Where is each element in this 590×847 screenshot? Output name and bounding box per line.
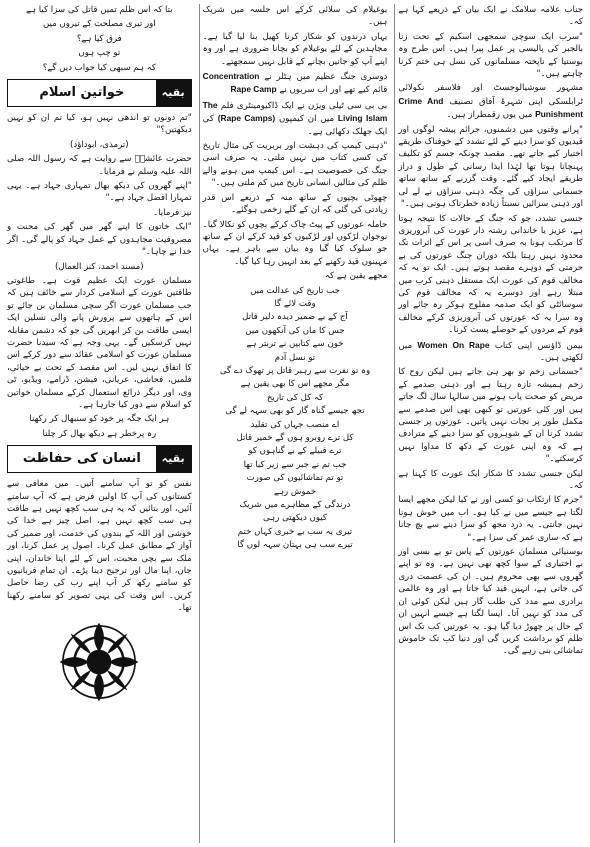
column-right [394, 4, 586, 843]
paragraph: مشہور سوشیالوجسٹ اور فلاسفر نکولائی ٹرابلسکی اپنی شہرۂ آفاق تصنیف Crime And Punishment میں یوں رقمطراز ہیں۔ [398, 83, 583, 121]
verse-line: بتا کہ اس ظلم تمیں قاتل کی سزا کیا ہے [25, 5, 173, 15]
poem-line: جس کا ماں کی آنکھوں میں [245, 325, 345, 336]
paragraph: لیکن جنسی تشدد کا شکار ایک عورت کا کہنا ہے کہ۔ [398, 468, 583, 492]
poem-line: درندگی کے مظاہرے میں شریک [239, 500, 351, 511]
poem-line: آج کے بے ضمیر دیدہ دلیر قاتل [242, 312, 348, 323]
english-term: The [202, 99, 218, 110]
poem-line: ترے قبیلے کے بے گناہوں کو [248, 446, 342, 457]
verse-line: رہ پرخطر ہے دیکھ بھال کر چلنا [42, 428, 157, 439]
paragraph: مسلمان عورت ایک عظیم قوت ہے۔ طاغوتی طاقتیں عورت کے اسلامی کردار سے خائف ہیں کہ جب مسلمان عورت اگر سچی مسلمان بن جائے تو اس کے ہاتھوں سے پرورش پانے والی نسلیں ایک ایسی طاقت بن کر ابھریں گی جو کہ دشمن مقابلہ نہیں کرسکیں گے۔ یہی وجہ ہے کہ سیدنا حضرت مسلمان عورت کو اسلامی عقائد سے دور کرکے اس کا اتفاق نہیں لیں۔ اس مقصد کے تحت بے حیائی، فلمیں، فحاشی، عریانی، فیشن، ڈرامے، ویڈیو، ٹی وی، اور دیگر ذرائع استعمال کرکے مسلمان خواتین کو اسلام سے دور کیا جارہا ہے۔ [6, 275, 192, 410]
verse-line: ہر ایک جگہ پر خود کو سنبھال کر رکھنا [29, 414, 170, 425]
poem-line: تو تم تماشائیوں کی صورت [246, 473, 344, 484]
paragraph: جناب علامہ سلامک نے ایک بیان کے ذریعے کہا ہے کہ۔ [398, 5, 583, 28]
baqiya-tag: بقیہ [156, 80, 191, 106]
english-term: Living Islam [337, 113, 388, 124]
paragraph: "ایک خاتون کا اپنے گھر میں گھر کی محنت و مصروفیت مجاہدوں کے عمل جہاد کو پالے گی۔ اگر خدا نے چاہا۔" [6, 222, 192, 258]
verse-line: تو چپ ہوں [78, 48, 121, 59]
poem [203, 285, 388, 552]
paragraph: بیمن ڈاؤنس اپنی کتاب Women On Rape میں لکھتی ہیں۔ [398, 339, 583, 363]
paragraph: مجھے یقین ہے کہ [324, 271, 388, 282]
verse-line: کہ ہم سبھی کیا جواب دیں گے؟ [42, 62, 156, 73]
poem-line: کیوں دیکھتی رہی [263, 513, 327, 524]
column-middle [199, 4, 391, 843]
poem-line: وہ تو نفرت سے رہبر قاتل پر تھوک دے گی [219, 365, 371, 376]
poem-line: تجھ جیسے گناہ گار کو بھی سہہ لے گی [225, 406, 365, 417]
verse-line: اور تیری مصلحت کے تیروں میں [42, 19, 156, 30]
paragraph: "تم دونوں تو اندھی نہیں ہو، کیا تم ان کو نہیں دیکھتیں؟" [6, 113, 192, 136]
column-left [4, 4, 195, 843]
paragraph: "اپنے گھروں کی دیکھ بھال تمہاری جہاد ہے۔ یہی تمہارا افضل جہاد ہے۔" [6, 181, 192, 204]
poem-line: تیری یہ سب بے خبری کہاں ختم [237, 526, 353, 537]
verse-line: فرق کیا ہے؟ [76, 33, 122, 44]
paragraph: حضرت عائشہؓ سے روایت ہے کہ رسول اللہ صلی اللہ علیہ وسلم نے فرمایا۔ [6, 154, 192, 177]
paragraph: بوسنیائی مسلمان عورتوں کے پاس تو بے بسی اور بے اختیاری کے سوا کچھ بھی نہیں ہے۔ وہ تو اپنے گھروں سے بھی محروم ہیں۔ ان کی عصمت دری کی جاتی ہے، انہیں قید کیا جاتا ہے اور وہ عالمی برادری سے مدد کی طلب گار ہیں لیکن کوئی ان کی مدد کو نہیں آتا۔ ایسا لگتا ہے جیسے انہیں ان کے حال پر چھوڑ دیا گیا ہو۔ یہ عورتیں کب تک اس ظلم کو برداشت کریں گی اور دنیا کب تک خاموش تماشائی بنی رہے گی۔ [398, 547, 583, 657]
poem-line: کہ کل کی تاریخ [266, 392, 324, 403]
section-header-insaan [7, 445, 192, 473]
section-title: خواتین اسلام [39, 84, 125, 100]
english-term: Concentration [202, 71, 260, 82]
poem-line: وقت لائے گا [274, 298, 316, 309]
english-title: Women On Rape [417, 339, 490, 350]
paragraph: یہاں درندوں کو شکار کرنا کھیل بنا لیا گیا ہے۔ مجاہدین کے لئے یوغیلام کو بچانا ضروری ہے اور وہ اپنے آپ کو جانیں بچانے کے قابل نہیں سمجھتے۔ [202, 31, 388, 67]
paragraph: دوسری جنگ عظیم میں ہٹلر نے Concentration قائم کیے تھے اور اب سربوں نے Rape Camp [202, 71, 388, 96]
paragraph: "سرب ایک سوچی سمجھی اسکیم کے تحت زنا بالجبر کی پالیسی پر عمل پیرا ہیں۔ اس طرح وہ بوسنیا کے ناپختہ مسلمانوں کی نسل ہی ختم کرنا چاہتے ہیں۔" [398, 31, 583, 80]
paragraph: چھوٹی بچیوں کے ساتھ منہ کے ذریعے اس قدر زیادتی کی گئی کہ ان کے گلے زخمی ہوگئے۔ [202, 192, 388, 216]
paragraph: "پرانے وقتوں میں دشمنوں، جرائم پیشہ لوگوں اور قیدیوں کو سزا دینے کے لئے تشدد کے خوفناک طریقے اختیار کیے جاتے تھے۔ مقصد چونکہ جسم کو تکلیف پہنچانا ہوتا تھا لہٰذا ایذا رسانی کے طول و دراز طریقے ایجاد کیے گئے۔ وقت گزرنے کے ساتھ ساتھ جسمانی سزاؤں کی جگہ ذہنی سزاؤں نے لے لی اور ذہنی سزائیں نسبتاً زیادہ خطرناک ہوتی ہیں۔" [398, 124, 583, 210]
section-title: انسان کی حفاظت [22, 450, 141, 466]
paragraph: نیز فرمایا۔ [153, 207, 192, 218]
paragraph: بی بی سی ٹیلی ویژن نے ایک ڈاکیومینٹری فلم The Living Islam میں ان کیمپوں (Rape Camps) کی ایک جھلک دکھائی ہے۔ [202, 99, 388, 137]
poem-line: تو نسل آدم [274, 352, 316, 363]
paragraph: نفس کو تو آپ سامنے آتیں۔ میں معافی سے کستانوں کی آپ کا اولین فرض ہے کہ آپ سامنے آئیں، اور بتائیں کہ یہ ہی سب کچھ نہیں ہے طاقت ہی سب کچھ نہیں ہے، اصل چیز ہے خدا کی خوشی اور اللہ کے بندوں کی خدمت، اور ضمیر کی آواز کے مطابق عمل کرنا۔ اصول پر عمل کرنا، اور ملک سے بچی محبت، اس کے لئے اپنا خاندان، اپنی جان، اپنا مال اور ترجیح دینا پڑے۔ ان تمام قربانیوں کو سامنے رکھ کر آپ اپنے رب کی رضا حاصل کریں۔ اس وقت کی یہی تصویر کو سامنے رکھنا تھا۔ [6, 479, 192, 614]
poem-line: مگر مجھے اس کا بھی یقین ہے [240, 379, 350, 390]
poem-line: جب تم نے جبر سے زیر کیا تھا [243, 459, 347, 470]
poem-line: اے منصب جہاں کی تقلید [250, 419, 340, 430]
english-term: (Rape Camps) [217, 113, 276, 124]
poem-line: تیرے سب ہی بہتان سہہ لوں گا [237, 540, 353, 551]
decorative-floral-emblem [58, 621, 140, 703]
english-term: Rape Camp [230, 84, 277, 95]
poem-line: جب تاریخ کی عدالت میں [250, 285, 340, 296]
poem-line: خون سے کتابیں نے تربتر ہے [246, 339, 344, 350]
paragraph: "جرم کا ارتکاب تو کسی اور نے کیا لیکن مجھے ایسا لگتا ہے جیسے میں نے کیا ہو۔ اب میں خوش ہونا نہیں جانتی۔ یہ درد مجھ کو سزا دینے سے بچ جانا ہے کہ ساری عمر کی سزا ہے۔" [398, 495, 583, 543]
paragraph: جنسی تشدد، جو کہ جنگ کے حالات کا نتیجہ ہوتا ہے، عزیز یا خاندانی رشتہ دار عورت کی آبروریزی کا مرتکب ہونا بہ صرف اسی پر اس کے اثرات تک محدود نہیں رہتا بلکہ دوران جنگ عورتوں کی بے حرمتی کے دوہرے مقصد ہوتے ہیں۔ ایک تو یہ کہ مخالف قوم کی عورت ایک مستقل ذہنی کرب میں مبتلا رہے اور دوسرے یہ کہ مخالف قوم کی سوسائٹی کو ایک صدمہ مفلوج ہوکر رہ جائے اور وہ سرا یہ کہ عورتوں کی آبروریزی کرکے مخالف قوم کے مردوں کے حوصلے پست کرنا۔ [398, 213, 583, 336]
section-header-khawateen [7, 79, 192, 107]
poem-line: کل ترے روبرو ہوں گے خمیر قاتل [236, 433, 354, 443]
paragraph: "ذہنی کیمپ کی دہشت اور بربریت کی مثال تاریخ کی کسی کتاب میں نہیں ملتی۔ یہ صرف اسی جنگ کی خصوصیت ہے۔ اس کیمپ میں ہونے والے ظلم کی مثالیں انسانی تاریخ میں کم ملتی ہیں۔" [202, 141, 388, 189]
poem-line: خموش رہے [273, 486, 317, 497]
citation: (ترمذی، ابوداؤد) [70, 139, 129, 150]
english-title: Crime And Punishment [398, 95, 583, 120]
citation: (مسند احمد، کنز العمال) [55, 261, 144, 272]
baqiya-tag: بقیہ [156, 446, 191, 472]
columns [4, 4, 586, 843]
paragraph: حاملہ عورتوں کے پیٹ چاک کرکے بچوں کو نکالا گیا۔ نوجوان لڑکوں اور لڑکیوں کو قید کرکے ان کے ساتھ جو سلوک کیا گیا وہ بیان سے باہر ہے۔ یہاں مہینوں قید رکھنے کے بعد انہیں رہا کیا گیا۔ [202, 219, 388, 267]
paragraph: "جسمانی زخم تو بھر ہی جاتے ہیں لیکن روح کا زخم ہمیشہ تازہ رہتا ہے اور ذہنی صدمے کے مریض کو صحت یاب ہونے میں سالہا سال لگ جاتے ہیں اور کئی عورتیں تو کبھی بھی اس صدمے سے مکمل طور پر نجات نہیں پاتیں۔ عورتوں پر جنسی تشدد کرنا ان کے شوہروں کو سزا دینے کے مترادف ہے کہ وہ اپنی عورت کے دکھ کا مداوا نہیں کرسکتے۔" [398, 367, 583, 465]
paragraph: یوغیلام کی سلائی کرکے اس جلسہ میں شریک ہیں۔ [202, 5, 388, 28]
